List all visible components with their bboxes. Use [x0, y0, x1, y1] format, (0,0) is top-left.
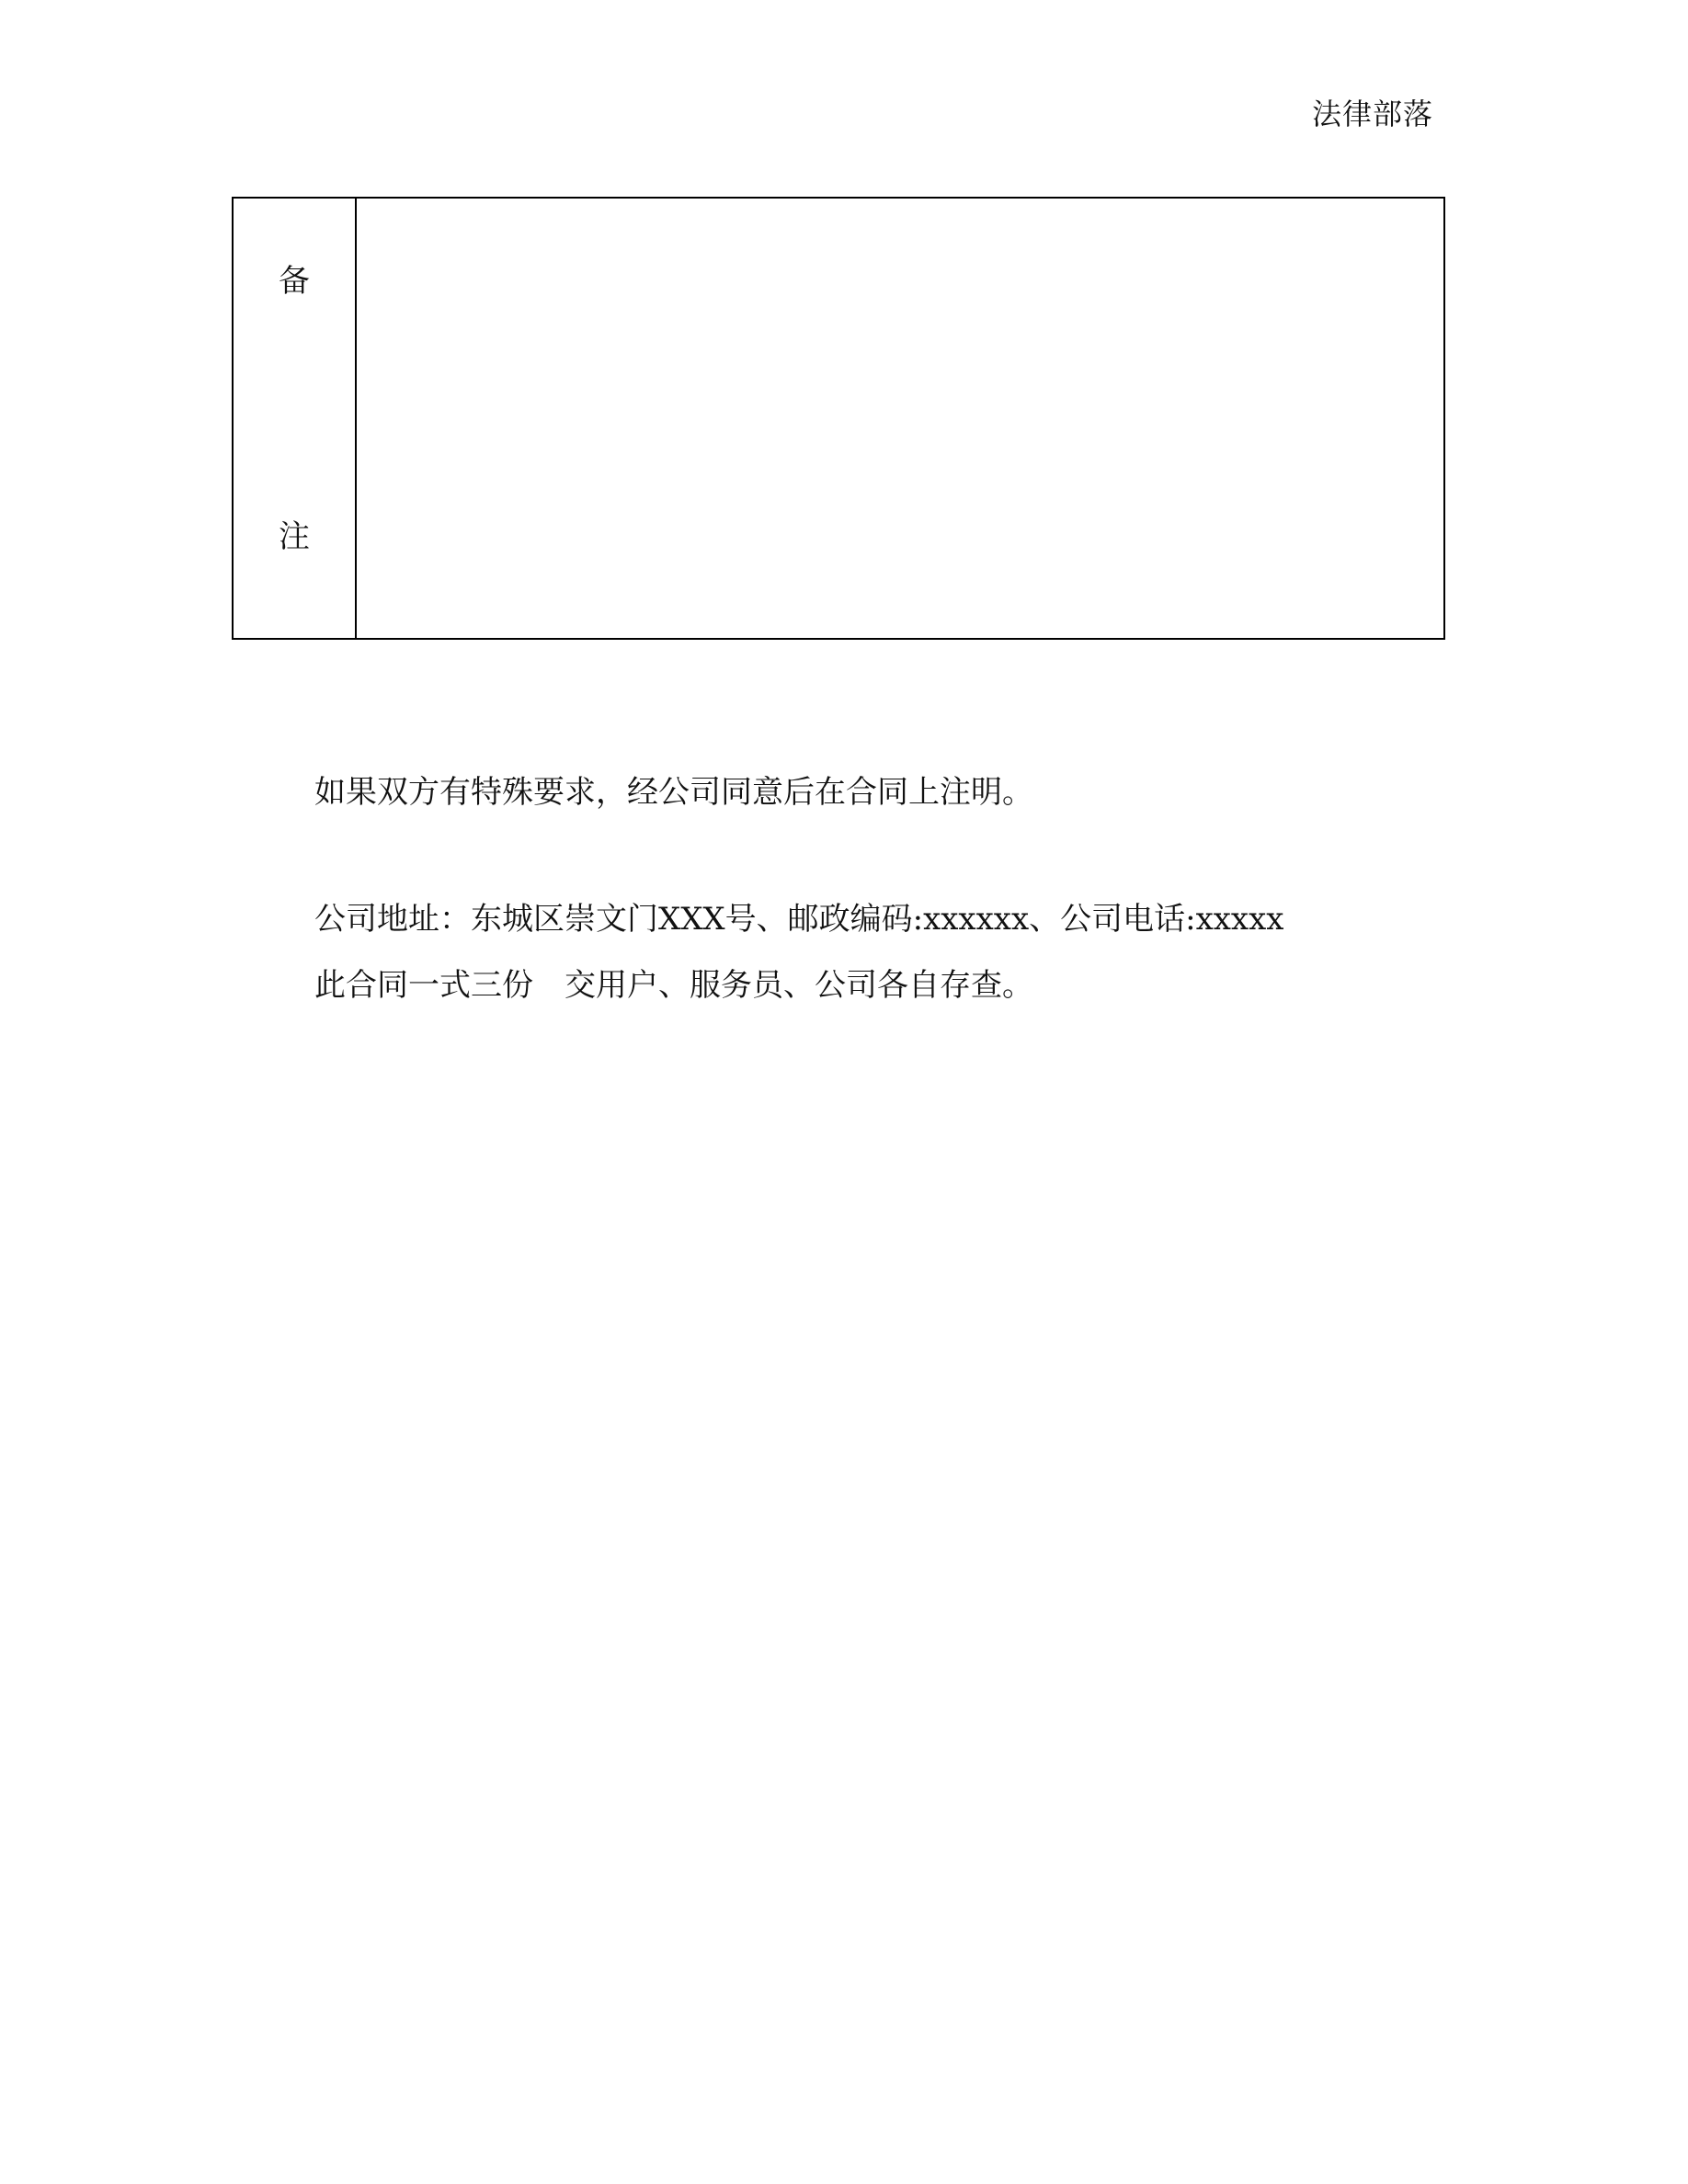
remarks-content-cell	[357, 199, 1443, 638]
remarks-label-bottom: 注	[279, 518, 310, 555]
remarks-table	[232, 197, 1445, 640]
page-header-label: 法律部落	[1311, 97, 1433, 131]
special-requirements-text: 如果双方有特殊要求，经公司同意后在合同上注明。	[314, 774, 1033, 811]
company-info-text: 公司地址：东城区崇文门XXX号、邮政编码:xxxxxx、公司电话:xxxxx	[314, 901, 1284, 938]
copies-note-text: 此合同一式三份 交用户、服务员、公司各自存查。	[314, 967, 1033, 1004]
remarks-label-cell	[234, 199, 357, 638]
remarks-label-top: 备	[279, 263, 310, 300]
